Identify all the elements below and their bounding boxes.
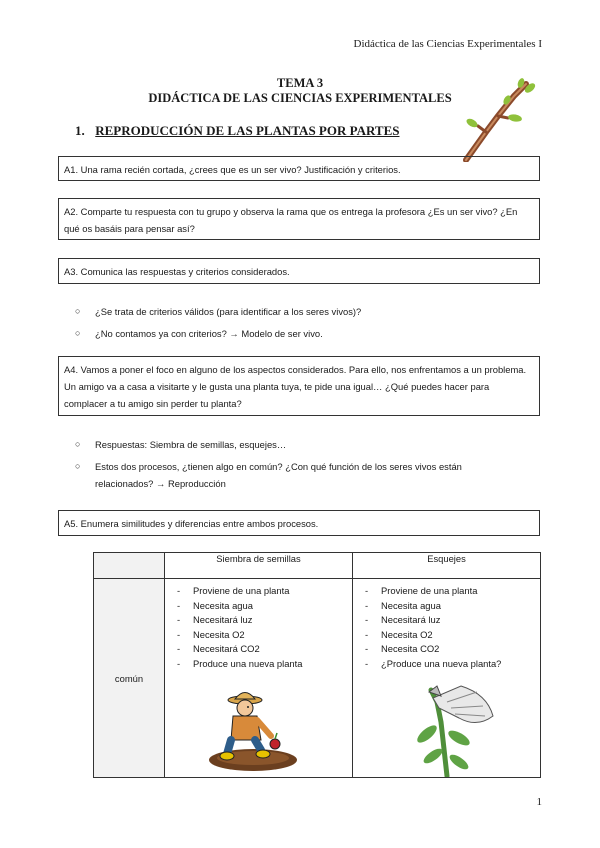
- list-item: ○ ¿No contamos ya con criterios? → Modelo de ser vivo.: [75, 325, 323, 342]
- column-header-esquejes: Esquejes: [353, 553, 541, 579]
- activity-a3: A3. Comunica las respuestas y criterios considerados.: [58, 258, 540, 284]
- page-number: 1: [536, 796, 542, 808]
- running-header: Didáctica de las Ciencias Experimentales I: [353, 38, 542, 50]
- list-item: - ¿Produce una nueva planta?: [353, 657, 540, 672]
- list-item: - Necesita CO2: [353, 642, 540, 657]
- comparison-table: [93, 552, 541, 778]
- table-row: [94, 579, 541, 778]
- subject-title: DIDÁCTICA DE LAS CIENCIAS EXPERIMENTALES: [148, 91, 452, 105]
- list-item: - Necesita agua: [165, 599, 352, 614]
- activity-a1: A1. Una rama recién cortada, ¿crees que es un ser vivo? Justificación y criterios.: [58, 156, 540, 181]
- circle-bullet-icon: ○: [75, 461, 81, 471]
- list-item: - Produce una nueva planta: [165, 657, 352, 672]
- esquejes-list: [353, 584, 540, 671]
- list-item: - Proviene de una planta: [165, 584, 352, 599]
- list-item: ○ Respuestas: Siembra de semillas, esquejes…: [75, 436, 286, 453]
- section-title: REPRODUCCIÓN DE LAS PLANTAS POR PARTES: [95, 123, 400, 138]
- plant-cutting-illustration: [407, 682, 499, 777]
- column-header-siembra: Siembra de semillas: [165, 553, 353, 579]
- esquejes-cell: [353, 579, 541, 778]
- list-item: - Necesita O2: [165, 628, 352, 643]
- empty-corner-cell: [94, 553, 165, 579]
- list-item: - Necesitará luz: [353, 613, 540, 628]
- branch-illustration: [460, 78, 536, 162]
- row-label-comun: común: [94, 579, 165, 778]
- circle-bullet-icon: ○: [75, 328, 81, 338]
- section-heading: [75, 123, 399, 139]
- table-header-row: [94, 553, 541, 579]
- list-item: - Proviene de una planta: [353, 584, 540, 599]
- siembra-list: [165, 584, 352, 671]
- list-item: ○ ¿Se trata de criterios válidos (para identificar a los seres vivos)?: [75, 303, 361, 320]
- list-item: - Necesita agua: [353, 599, 540, 614]
- circle-bullet-icon: ○: [75, 306, 81, 316]
- section-number: 1.: [75, 123, 85, 138]
- planting-farmer-illustration: [205, 684, 300, 774]
- list-item: ○ Estos dos procesos, ¿tienen algo en común? ¿Con qué función de los seres vivos están relacionados? → Reproducción: [75, 458, 475, 492]
- circle-bullet-icon: ○: [75, 439, 81, 449]
- activity-a4: A4. Vamos a poner el foco en alguno de los aspectos considerados. Para ello, nos enfrentamos a un problema. Un amigo va a casa a visitarte y le gusta una planta tuya, te pide una igual… ¿Qué puedes hacer para complacer a tu amigo sin perder tu planta?: [58, 356, 540, 416]
- list-item: - Necesitará luz: [165, 613, 352, 628]
- topic-title: TEMA 3: [276, 76, 324, 90]
- activity-a2: A2. Comparte tu respuesta con tu grupo y observa la rama que os entrega la profesora ¿Es un ser vivo? ¿En qué os basáis para pensar así?: [58, 198, 540, 240]
- activity-a5: A5. Enumera similitudes y diferencias entre ambos procesos.: [58, 510, 540, 536]
- list-item: - Necesitará CO2: [165, 642, 352, 657]
- list-item: - Necesita O2: [353, 628, 540, 643]
- siembra-cell: [165, 579, 353, 778]
